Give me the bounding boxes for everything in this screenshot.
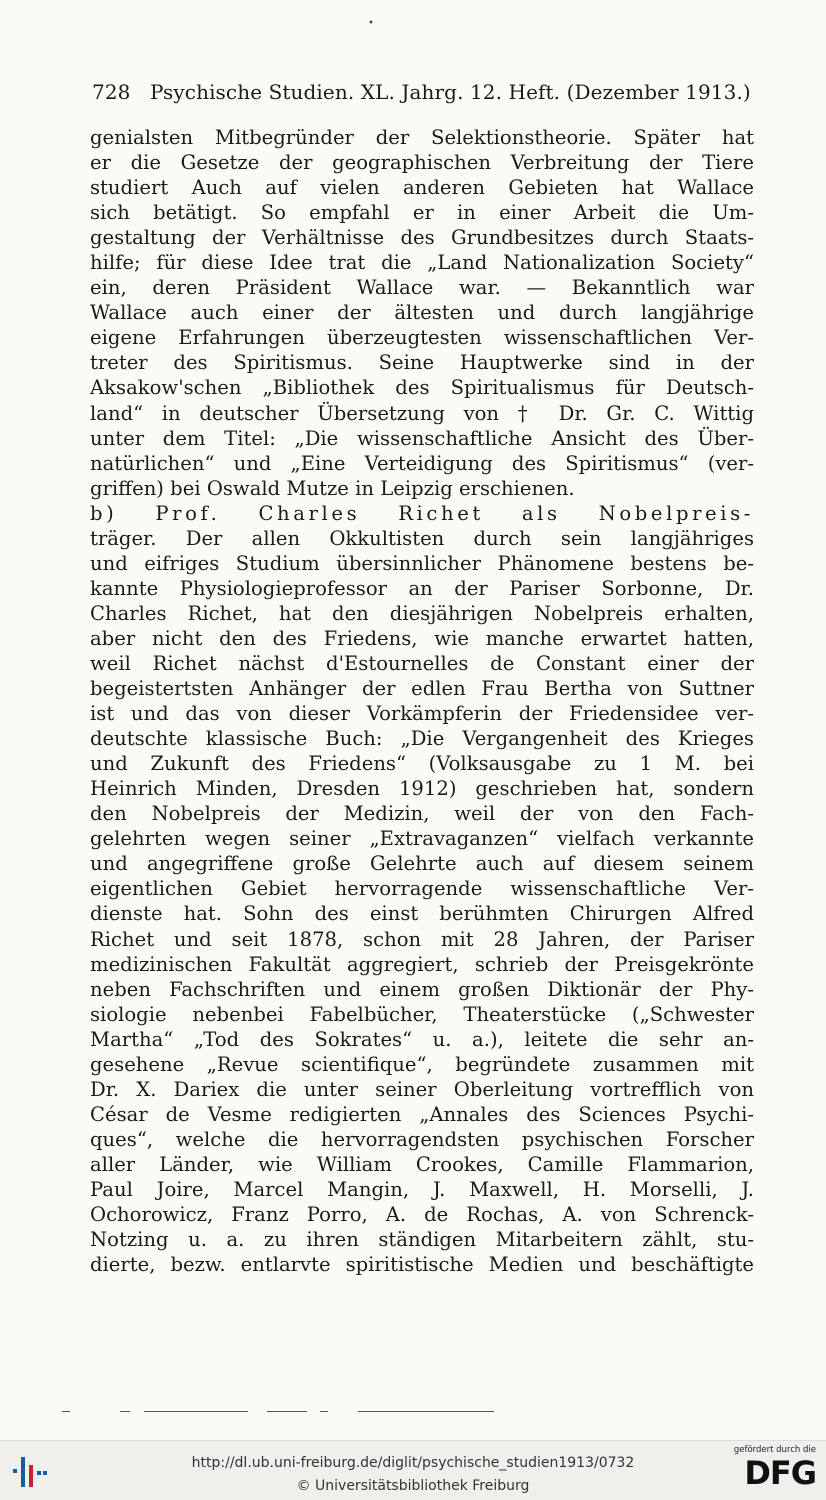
text-line: träger. Der allen Okkultisten durch sein langjähriges — [90, 526, 754, 550]
text-line: dienste hat. Sohn des einst berühmten Chirurgen Alfred — [90, 902, 754, 926]
text-line: aber nicht den des Friedens, wie manche erwartet hatten, — [90, 626, 754, 650]
text-line: Wallace auch einer der ältesten und durch langjährige — [90, 301, 754, 325]
text-line: hilfe; für diese Idee trat die „Land Nationalization Society“ — [90, 251, 754, 275]
text-line: genialsten Mitbegründer der Selektionstheorie. Später hat — [90, 126, 754, 149]
text-line: ein, deren Präsident Wallace war. — Bekanntlich war — [90, 276, 754, 300]
bottom-rule-marks — [62, 1410, 502, 1414]
dfg-wordmark: DFG — [744, 1454, 816, 1492]
text-line: ques“, welche die hervorragendsten psychischen Forscher — [90, 1127, 754, 1151]
text-line: natürlichen“ und „Eine Verteidigung des Spiritismus“ (ver- — [90, 451, 754, 475]
text-line: und eifriges Studium übersinnlicher Phänomene bestens be- — [90, 551, 754, 575]
stray-mark: • — [368, 18, 374, 29]
text-line: Paul Joire, Marcel Mangin, J. Maxwell, H. Morselli, J. — [90, 1177, 754, 1201]
text-line: und Zukunft des Friedens“ (Volksausgabe zu 1 M. bei — [90, 752, 754, 776]
text-line: den Nobelpreis der Medizin, weil der von den Fach- — [90, 802, 754, 826]
text-line: land“ in deutscher Übersetzung von † Dr. Gr. C. Wittig — [90, 401, 754, 425]
viewer-footer — [0, 1440, 826, 1500]
text-line: begeistertsten Anhänger der edlen Frau Bertha von Suttner — [90, 677, 754, 701]
text-line: treter des Spiritismus. Seine Hauptwerke sind in der — [90, 351, 754, 375]
body-text — [90, 125, 754, 1277]
text-line: eigene Erfahrungen überzeugtesten wissenschaftlichen Ver- — [90, 326, 754, 350]
text-line: er die Gesetze der geographischen Verbreitung der Tiere — [90, 151, 754, 175]
text-line: siologie nebenbei Fabelbücher, Theaterstücke („Schwester — [90, 1002, 754, 1026]
dfg-logo — [726, 1445, 816, 1497]
text-line: César de Vesme redigierten „Annales des Sciences Psychi- — [90, 1102, 754, 1126]
text-line: Heinrich Minden, Dresden 1912) geschrieben hat, sondern — [90, 777, 754, 801]
text-line: gelehrten wegen seiner „Extravaganzen“ vielfach verkannte — [90, 827, 754, 851]
text-line: b) Prof. Charles Richet als Nobelpreis- — [90, 501, 754, 525]
text-line: medizinischen Fakultät aggregiert, schrieb der Preisgekrönte — [90, 952, 754, 976]
text-line: griffen) bei Oswald Mutze in Leipzig erschienen. — [90, 476, 575, 500]
text-line: Notzing u. a. zu ihren ständigen Mitarbeitern zählt, stu- — [90, 1228, 754, 1252]
text-line: gesehene „Revue scientifique“, begründete zusammen mit — [90, 1052, 754, 1076]
text-line: neben Fachschriften und einem großen Diktionär der Phy- — [90, 977, 754, 1001]
dfg-caption: gefördert durch die — [733, 1445, 816, 1455]
text-line: sich betätigt. So empfahl er in einer Arbeit die Um- — [90, 201, 754, 225]
text-line: studiert Auch auf vielen anderen Gebieten hat Wallace — [90, 176, 754, 200]
permalink-url[interactable]: http://dl.ub.uni-freiburg.de/diglit/psychische_studien1913/0732 — [191, 1455, 635, 1471]
page-number: 728 — [92, 80, 131, 104]
text-line: Dr. X. Dariex die unter seiner Oberleitung vortrefflich von — [90, 1077, 754, 1101]
text-line: deutschte klassische Buch: „Die Vergangenheit des Krieges — [90, 727, 754, 751]
text-line: Aksakow'schen „Bibliothek des Spiritualismus für Deutsch- — [90, 376, 754, 400]
text-line: ist und das von dieser Vorkämpferin der Friedensidee ver- — [90, 702, 754, 726]
text-line: weil Richet nächst d'Estournelles de Constant einer der — [90, 651, 754, 675]
text-line: Ochorowicz, Franz Porro, A. de Rochas, A. von Schrenck- — [90, 1203, 754, 1227]
text-line: dierte, bezw. entlarvte spiritistische Medien und beschäftigte — [90, 1253, 754, 1277]
text-line: kannte Physiologieprofessor an der Pariser Sorbonne, Dr. — [90, 576, 754, 600]
text-line: Martha“ „Tod des Sokrates“ u. a.), leitete die sehr an- — [90, 1027, 754, 1051]
copyright-notice: © Universitätsbibliothek Freiburg — [296, 1478, 530, 1494]
text-line: unter dem Titel: „Die wissenschaftliche Ansicht des Über- — [90, 426, 754, 450]
text-line: eigentlichen Gebiet hervorragende wissenschaftliche Ver- — [90, 877, 754, 901]
text-line: Charles Richet, hat den diesjährigen Nobelpreis erhalten, — [90, 601, 754, 625]
text-line: und angegriffene große Gelehrte auch auf diesem seinem — [90, 852, 754, 876]
text-line: aller Länder, wie William Crookes, Camille Flammarion, — [90, 1152, 754, 1176]
running-title: Psychische Studien. XL. Jahrg. 12. Heft. (Dezember 1913.) — [150, 80, 751, 104]
running-header — [92, 80, 756, 104]
text-line: gestaltung der Verhältnisse des Grundbesitzes durch Staats- — [90, 226, 754, 250]
text-line: Richet und seit 1878, schon mit 28 Jahren, der Pariser — [90, 927, 754, 951]
